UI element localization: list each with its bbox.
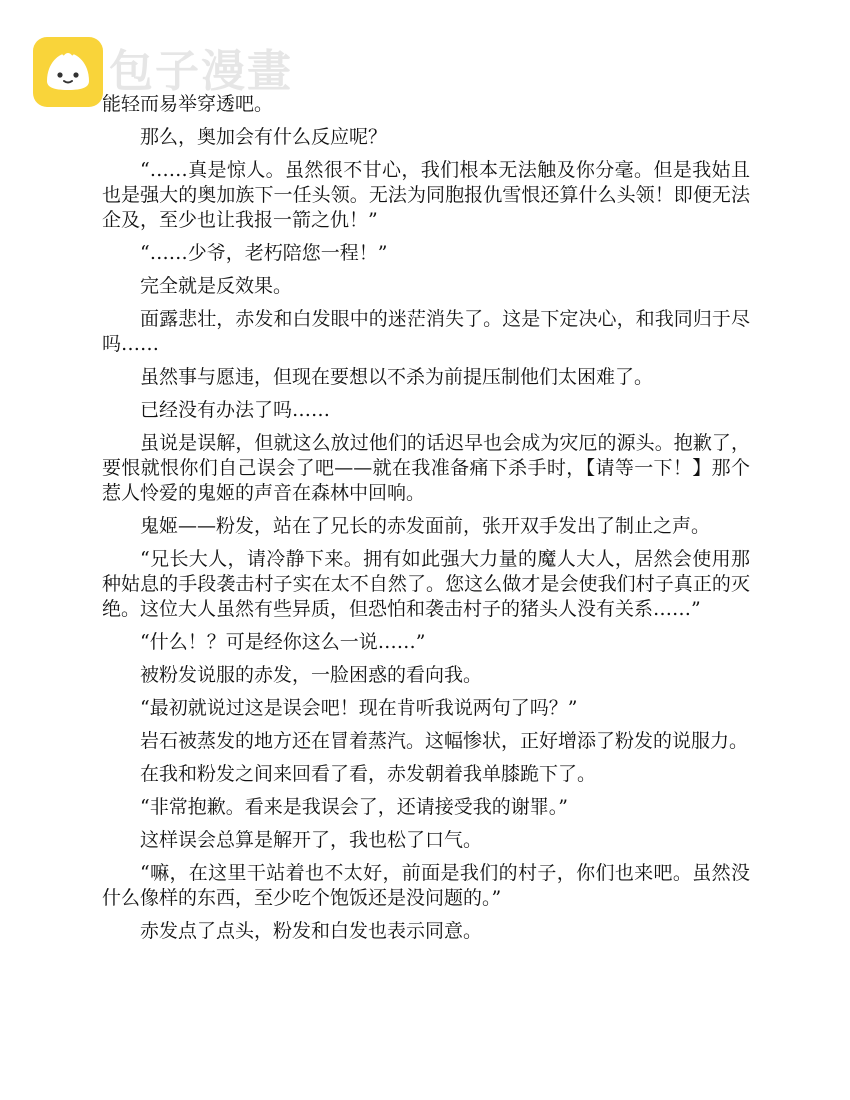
- paragraph: 那么，奥加会有什么反应呢？: [140, 126, 388, 148]
- paragraph: 在我和粉发之间来回看了看，赤发朝着我单膝跪下了。: [140, 763, 597, 785]
- paragraph: 虽然事与愿违，但现在要想以不杀为前提压制他们太困难了。: [140, 366, 654, 388]
- bun-face-icon: [33, 37, 103, 107]
- paragraph: “什么！？可是经你这么一说……”: [140, 631, 426, 653]
- paragraph: 被粉发说服的赤发，一脸困惑的看向我。: [140, 664, 483, 686]
- watermark-text: 包子漫畫: [109, 46, 293, 97]
- paragraph: 已经没有办法了吗……: [140, 399, 331, 421]
- paragraph: “嘛，在这里干站着也不太好，前面是我们的村子，你们也来吧。虽然没什么像样的东西，至少吃个饱饭还是没问题的。”: [102, 862, 750, 909]
- paragraph: 岩石被蒸发的地方还在冒着蒸汽。这幅惨状，正好增添了粉发的说服力。: [140, 730, 749, 752]
- paragraph: “……真是惊人。虽然很不甘心，我们根本无法触及你分毫。但是我姑且也是强大的奥加族下一任头领。无法为同胞报仇雪恨还算什么头领！即便无法企及，至少也让我报一箭之仇！”: [102, 159, 750, 231]
- paragraph: 这样误会总算是解开了，我也松了口气。: [140, 829, 483, 851]
- paragraph: 虽说是误解，但就这么放过他们的话迟早也会成为灾厄的源头。抱歉了，要恨就恨你们自己误会了吧——就在我准备痛下杀手时，【请等一下！】那个惹人怜爱的鬼姬的声音在森林中回响。: [102, 432, 750, 504]
- paragraph: 赤发点了点头，粉发和白发也表示同意。: [140, 920, 483, 942]
- novel-text-body: [102, 92, 750, 952]
- paragraph: 面露悲壮，赤发和白发眼中的迷茫消失了。这是下定决心，和我同归于尽吗……: [102, 308, 750, 355]
- paragraph: “非常抱歉。看来是我误会了，还请接受我的谢罪。”: [140, 796, 568, 818]
- paragraph: “最初就说过这是误会吧！现在肯听我说两句了吗？”: [140, 697, 578, 719]
- paragraph: “兄长大人，请冷静下来。拥有如此强大力量的魔人大人，居然会使用那种姑息的手段袭击村子实在太不自然了。您这么做才是会使我们村子真正的灭绝。这位大人虽然有些异质，但恐怕和袭击村子的猪头人没有关系……”: [102, 548, 750, 620]
- paragraph: 完全就是反效果。: [140, 275, 293, 297]
- paragraph: 鬼姬——粉发，站在了兄长的赤发面前，张开双手发出了制止之声。: [140, 515, 711, 537]
- paragraph: “……少爷，老朽陪您一程！”: [140, 242, 388, 264]
- paragraph: 能轻而易举穿透吧。: [102, 93, 274, 115]
